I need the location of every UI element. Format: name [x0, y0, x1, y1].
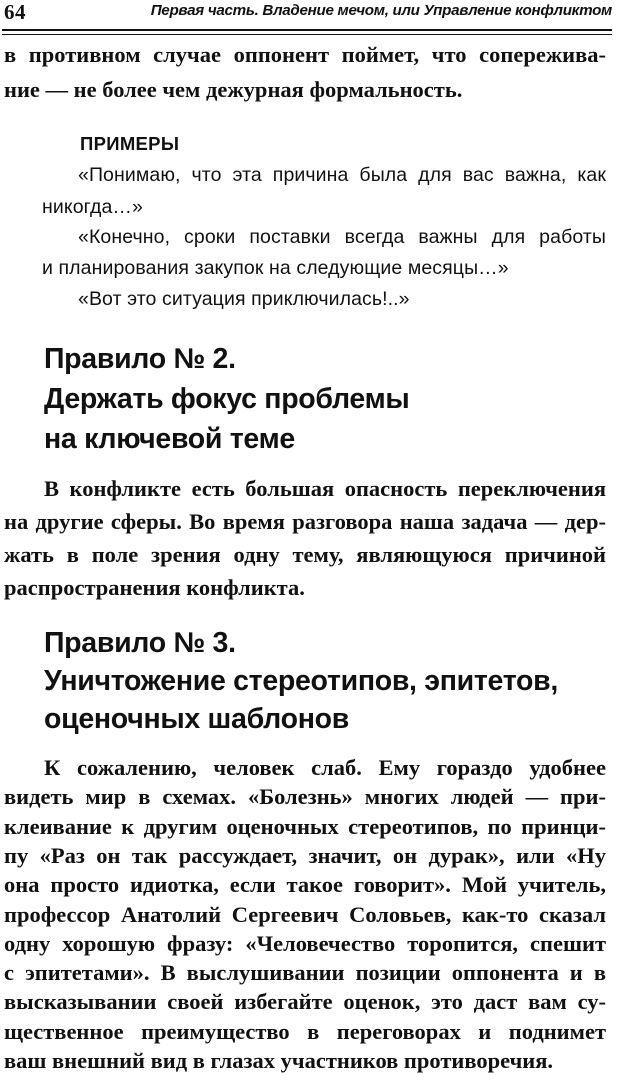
page-number: 64 — [4, 0, 26, 24]
rule2-heading-line: Правило № 2. — [44, 343, 236, 375]
rule2-heading-line: на ключевой теме — [44, 423, 295, 455]
header-rule — [2, 29, 612, 31]
rule3-body-line: щественное преимущество в переговорах и поднимет — [4, 1019, 606, 1044]
example-line: никогда…» — [42, 196, 143, 218]
rule3-heading-line: Уничтожение стереотипов, эпитетов, — [44, 665, 558, 697]
rule3-heading-line: Правило № 3. — [44, 627, 236, 659]
example-line: «Вот это ситуация приключилась!..» — [78, 288, 410, 310]
intro-line: в противном случае оппонент поймет, что сопережива- — [4, 42, 606, 67]
rule3-body-line: высказывании своей избегайте оценок, это даст вам су- — [4, 989, 606, 1014]
rule2-body-line: распространения конфликта. — [4, 575, 305, 600]
rule2-body-line: на другие сферы. Во время разговора наша задача — дер- — [4, 509, 606, 534]
rule3-body-line: К сожалению, человек слаб. Ему гораздо удобнее — [44, 755, 606, 780]
rule3-body-line: видеть мир в схемах. «Болезнь» многих людей — при- — [4, 784, 606, 809]
running-title: Первая часть. Владение мечом, или Управление конфликтом — [150, 2, 612, 19]
example-line: «Конечно, сроки поставки всегда важны для работы — [78, 226, 606, 248]
intro-line: ние — не более чем дежурная формальность. — [4, 77, 463, 102]
rule3-body-line: пу «Раз он так рассуждает, значит, он дурак», или «Ну — [4, 843, 606, 868]
rule3-body-line: с эпитетами». В выслушивании позиции оппонента и в — [4, 960, 606, 985]
example-line: «Понимаю, что эта причина была для вас важна, как — [78, 164, 606, 186]
examples-heading: ПРИМЕРЫ — [80, 133, 180, 154]
rule3-body-line: профессор Анатолий Сергеевич Соловьев, как-то сказал — [4, 902, 606, 927]
page-header — [4, 0, 612, 28]
rule2-heading-line: Держать фокус проблемы — [44, 383, 410, 415]
example-line: и планирования закупок на следующие месяцы…» — [42, 257, 509, 279]
rule3-heading-line: оценочных шаблонов — [44, 703, 349, 735]
rule2-body-line: В конфликте есть большая опасность переключения — [44, 476, 606, 501]
rule3-body-line: одну хорошую фразу: «Человечество торопится, спешит — [4, 931, 606, 956]
rule3-body-line: она просто идиотка, если такое говорит». Мой учитель, — [4, 872, 606, 897]
rule3-body-line: ваш внешний вид в глазах участников противоречия. — [4, 1048, 554, 1073]
rule3-body-line: клеивание к другим оценочных стереотипов, по принци- — [4, 814, 606, 839]
rule2-body-line: жать в поле зрения одну тему, являющуюся причиной — [4, 542, 606, 567]
header-rule-thin — [2, 34, 612, 35]
